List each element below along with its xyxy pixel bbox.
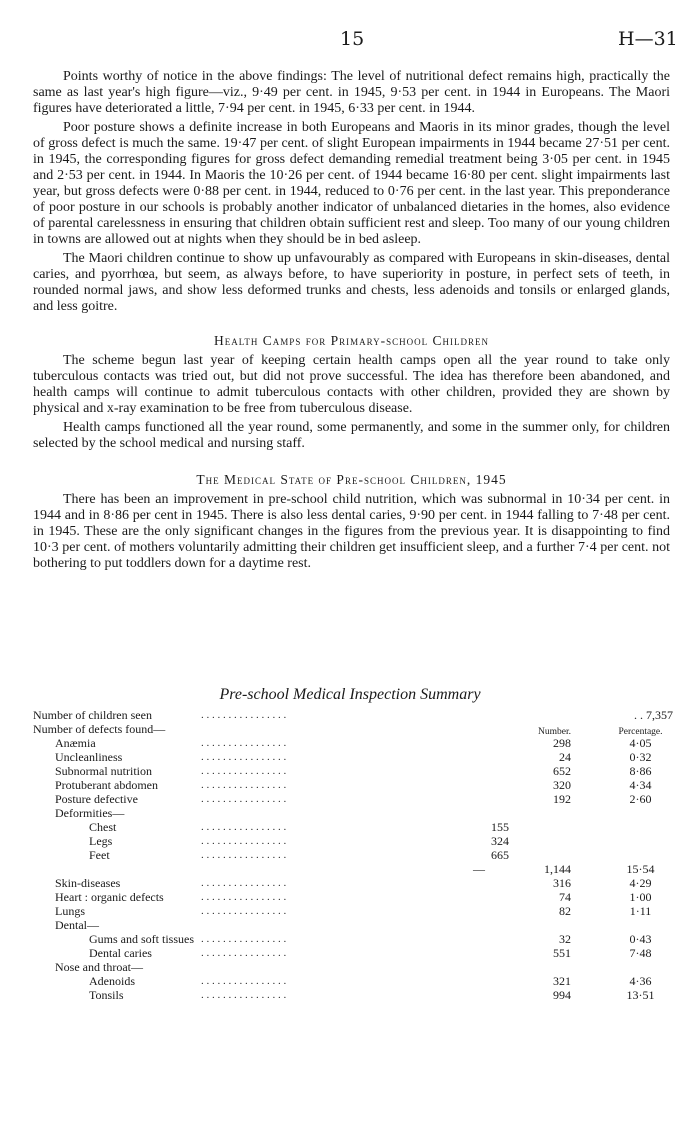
row-label: Gums and soft tissues <box>89 932 194 946</box>
leader-dots: . . . . . . . . . . . . . . . . <box>201 835 287 847</box>
row-label: Legs <box>89 834 113 848</box>
summary-title: Pre-school Medical Inspection Summary <box>219 686 481 703</box>
row-deformities-total <box>33 862 673 876</box>
leader-dots: . . . . . . . . . . . . . . . . <box>201 821 287 833</box>
row-percentage: 15·54 <box>626 862 655 876</box>
row-number: 320 <box>553 778 571 792</box>
paragraph-posture: Poor posture shows a definite increase in both Europeans and Maoris in its minor grades, though the level of gross defect is much the same. 19·47 per cent. of slight European impairments in 1944 became 27·51 per cent. in 1945, the corresponding figures for gross defect demanding remedial treatment being 3·05 per cent. in 1945 and 2·53 per cent. in 1944. In Maoris the 10·26 per cent. of 1944 became 16·80 per cent. slight impairments last year, but gross defects were 0·88 per cent. in 1944, reduced to 0·76 per cent. in the last year. This preponderance of poor posture in our schools is probably another indicator of unbalanced dietaries in the homes, also evidence of parental carelessness in ensuring that children obtain sufficient rest and sleep. Too many of our young children in towns are allowed out at nights when they should be in bed asleep. <box>33 120 670 247</box>
row-label: Subnormal nutrition <box>55 764 152 778</box>
column-header-percentage: Percentage. <box>618 727 663 737</box>
leader-dots: . . . . . . . . . . . . . . . . <box>201 989 287 1001</box>
table-row <box>33 974 673 988</box>
row-percentage: 0·43 <box>629 932 652 946</box>
row-percentage: 4·05 <box>629 736 652 750</box>
heading-preschool-state: The Medical State of Pre-school Children, 1945 <box>196 472 507 487</box>
row-total: . . 7,357 <box>634 708 673 722</box>
row-label: Uncleanliness <box>55 750 123 764</box>
table-row <box>33 848 673 862</box>
table-row <box>33 778 673 792</box>
row-subvalue: 665 <box>491 848 509 862</box>
row-percentage: 4·36 <box>629 974 652 988</box>
paragraph-maori-children: The Maori children continue to show up unfavourably as compared with Europeans in skin-diseases, dental caries, and pyorrhœa, but seem, as always before, to have superiority in posture, in perfect sets of teeth, in rounded normal jaws, and show less deformed trunks and chests, less adenoids and tonsils or enlarged glands, and less goitre. <box>33 251 670 314</box>
row-defects-found <box>33 722 673 736</box>
row-label: Lungs <box>55 904 85 918</box>
row-subvalue: 155 <box>491 820 509 834</box>
row-number: 192 <box>553 792 571 806</box>
row-number: 316 <box>553 876 571 890</box>
row-label: Adenoids <box>89 974 135 988</box>
row-label: Heart : organic defects <box>55 890 164 904</box>
row-percentage: 8·86 <box>629 764 652 778</box>
row-percentage: 4·34 <box>629 778 652 792</box>
leader-dots: . . . . . . . . . . . . . . . . <box>201 947 287 959</box>
table-row <box>33 750 673 764</box>
row-label: Skin-diseases <box>55 876 121 890</box>
leader-dots: . . . . . . . . . . . . . . . . <box>201 709 287 721</box>
row-children-seen <box>33 708 673 722</box>
table-row <box>33 834 673 848</box>
row-number: 298 <box>553 736 571 750</box>
table-row <box>33 792 673 806</box>
table-row <box>33 946 673 960</box>
summary-table <box>33 708 673 1002</box>
row-percentage: 13·51 <box>626 988 655 1002</box>
row-label: Protuberant abdomen <box>55 778 158 792</box>
leader-dots: . . . . . . . . . . . . . . . . <box>201 751 287 763</box>
row-percentage: 0·32 <box>629 750 652 764</box>
leader-dots: . . . . . . . . . . . . . . . . <box>201 975 287 987</box>
row-number: 74 <box>559 890 571 904</box>
row-number: 321 <box>553 974 571 988</box>
table-row <box>33 876 673 890</box>
row-label: Number of children seen <box>33 708 152 722</box>
page-number: 15 <box>340 28 365 50</box>
row-number: 994 <box>553 988 571 1002</box>
table-row <box>33 890 673 904</box>
table-row <box>33 764 673 778</box>
leader-dots: . . . . . . . . . . . . . . . . <box>201 737 287 749</box>
leader-dots: . . . . . . . . . . . . . . . . <box>201 891 287 903</box>
paragraph-health-camps-scheme: The scheme begun last year of keeping certain health camps open all the year round to take only tuberculous contacts was tried out, but did not prove successful. The idea has therefore been abandoned, and health camps will continue to admit tuberculous contacts with other children, provided they are shown by physical and x-ray examination to be free from tuberculous disease. <box>33 353 670 416</box>
row-nose-throat <box>33 960 673 974</box>
leader-dots: . . . . . . . . . . . . . . . . <box>201 849 287 861</box>
leader-dots: . . . . . . . . . . . . . . . . <box>201 933 287 945</box>
row-percentage: 4·29 <box>629 876 652 890</box>
row-percentage: 1·00 <box>629 890 652 904</box>
row-label: Chest <box>89 820 117 834</box>
leader-dots: . . . . . . . . . . . . . . . . <box>201 779 287 791</box>
column-header-number: Number. <box>538 727 571 737</box>
leader-dots: . . . . . . . . . . . . . . . . <box>201 905 287 917</box>
row-number: 82 <box>559 904 571 918</box>
row-number: 24 <box>559 750 571 764</box>
row-subvalue: 324 <box>491 834 509 848</box>
table-row <box>33 820 673 834</box>
row-percentage: 2·60 <box>629 792 652 806</box>
paragraph-health-camps-function: Health camps functioned all the year round, some permanently, and some in the summer only, for children selected by the school medical and nursing staff. <box>33 420 670 451</box>
total-dash: — <box>473 862 485 876</box>
row-number: 32 <box>559 932 571 946</box>
row-label: Dental— <box>55 918 99 932</box>
leader-dots: . . . . . . . . . . . . . . . . <box>201 765 287 777</box>
row-label: Tonsils <box>89 988 124 1002</box>
table-row <box>33 736 673 750</box>
row-dental <box>33 918 673 932</box>
row-number: 1,144 <box>544 862 571 876</box>
document-reference: H—31 <box>618 28 678 50</box>
row-label: Feet <box>89 848 110 862</box>
row-number: 652 <box>553 764 571 778</box>
paragraph-nutrition: Points worthy of notice in the above findings: The level of nutritional defect remains high, practically the same as last year's high figure—viz., 9·49 per cent. in 1945, 9·53 per cent. in 1944 in Europeans. The Maori figures have deteriorated a little, 7·94 per cent. in 1945, 6·33 per cent. in 1944. <box>33 69 670 116</box>
row-label: Number of defects found— <box>33 722 166 736</box>
leader-dots: . . . . . . . . . . . . . . . . <box>201 793 287 805</box>
row-percentage: 1·11 <box>629 904 652 918</box>
row-label: Anæmia <box>55 736 96 750</box>
leader-dots: . . . . . . . . . . . . . . . . <box>201 877 287 889</box>
row-label: Deformities— <box>55 806 125 820</box>
row-deformities <box>33 806 673 820</box>
row-label: Posture defective <box>55 792 138 806</box>
heading-health-camps: Health Camps for Primary-school Children <box>214 333 489 348</box>
body-text <box>33 69 670 575</box>
row-number: 551 <box>553 946 571 960</box>
row-percentage: 7·48 <box>629 946 652 960</box>
paragraph-preschool: There has been an improvement in pre-school child nutrition, which was subnormal in 10·34 per cent. in 1944 and in 8·86 per cent in 1945. There is also less dental caries, 9·90 per cent. in 1944 falling to 7·48 per cent. in 1945. These are the only significant changes in the figures from the previous year. It is disappointing to find 10·3 per cent. of mothers voluntarily admitting their children get insufficient sleep, and a further 7·4 per cent. not bothering to put toddlers down for a daytime rest. <box>33 492 670 571</box>
row-label: Dental caries <box>89 946 152 960</box>
table-row <box>33 988 673 1002</box>
row-label: Nose and throat— <box>55 960 143 974</box>
table-row <box>33 904 673 918</box>
table-row <box>33 932 673 946</box>
